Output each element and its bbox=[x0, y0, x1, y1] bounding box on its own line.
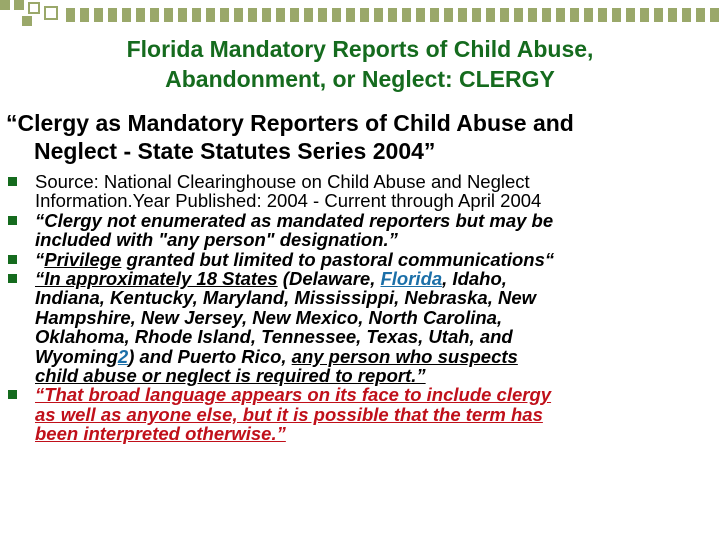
bullet-broad-language bbox=[8, 385, 708, 443]
bullet-text: Oklahoma, Rhode Island, Tennessee, Texas, Utah, and bbox=[35, 326, 513, 348]
bullet-text: “ bbox=[35, 248, 45, 270]
bullet-text: Information.Year Published: 2004 - Current through April 2004 bbox=[35, 190, 542, 212]
deco-square bbox=[28, 2, 40, 14]
subtitle-line-2: Neglect - State Statutes Series 2004” bbox=[34, 138, 436, 164]
florida-link[interactable]: Florida bbox=[380, 268, 443, 290]
bullet-marker bbox=[8, 274, 17, 283]
bullet-text: , Idaho, bbox=[442, 268, 507, 290]
any-person-underlined: any person who suspects bbox=[291, 345, 518, 367]
deco-square bbox=[0, 0, 10, 10]
bullet-text: Wyoming bbox=[35, 345, 118, 367]
required-report-underlined: child abuse or neglect is required to report.” bbox=[35, 365, 426, 387]
bullet-text: included with "any person" designation.” bbox=[35, 229, 398, 251]
bullet-text: Source: National Clearinghouse on Child Abuse and Neglect bbox=[35, 171, 530, 192]
bullet-text: ) and Puerto Rico, bbox=[128, 345, 292, 367]
decorative-header-pattern bbox=[0, 0, 720, 30]
bullet-text: as well as anyone else, but it is possible that the term has bbox=[35, 403, 543, 425]
deco-square bbox=[14, 0, 24, 10]
slide-subtitle bbox=[6, 109, 712, 165]
deco-square bbox=[44, 6, 58, 20]
subtitle-line-1: “Clergy as Mandatory Reporters of Child Abuse and bbox=[6, 110, 574, 136]
deco-square bbox=[22, 16, 32, 26]
bullet-marker bbox=[8, 216, 17, 225]
bullet-18-states bbox=[8, 269, 708, 385]
bullet-list bbox=[8, 172, 708, 444]
bullet-marker bbox=[8, 177, 17, 186]
bullet-text: granted but limited to pastoral communications“ bbox=[121, 248, 555, 270]
bullet-text: “Clergy not enumerated as mandated reporters but may be bbox=[35, 209, 554, 231]
bullet-marker bbox=[8, 390, 17, 399]
bullet-text: (Delaware, bbox=[277, 268, 381, 290]
bullet-marker bbox=[8, 255, 17, 264]
bullet-source bbox=[8, 172, 708, 211]
privilege-underlined: Privilege bbox=[44, 248, 122, 270]
bullet-text: Hampshire, New Jersey, New Mexico, North Carolina, bbox=[35, 306, 503, 328]
slide-title-line-1: Florida Mandatory Reports of Child Abuse, bbox=[126, 36, 594, 62]
bullet-text: “That broad language appears on its face to include clergy bbox=[35, 384, 552, 406]
footnote-2-link[interactable]: 2 bbox=[117, 345, 129, 367]
checkered-band bbox=[66, 8, 720, 22]
bullet-text: Indiana, Kentucky, Maryland, Mississippi, Nebraska, New bbox=[35, 287, 537, 309]
states-underlined: “In approximately 18 States bbox=[35, 268, 278, 290]
bullet-text: been interpreted otherwise.” bbox=[35, 423, 286, 445]
bullet-clergy-not-enumerated bbox=[8, 211, 708, 250]
bullet-privilege bbox=[8, 250, 708, 269]
slide-title-line-2: Abandonment, or Neglect: CLERGY bbox=[165, 66, 555, 92]
